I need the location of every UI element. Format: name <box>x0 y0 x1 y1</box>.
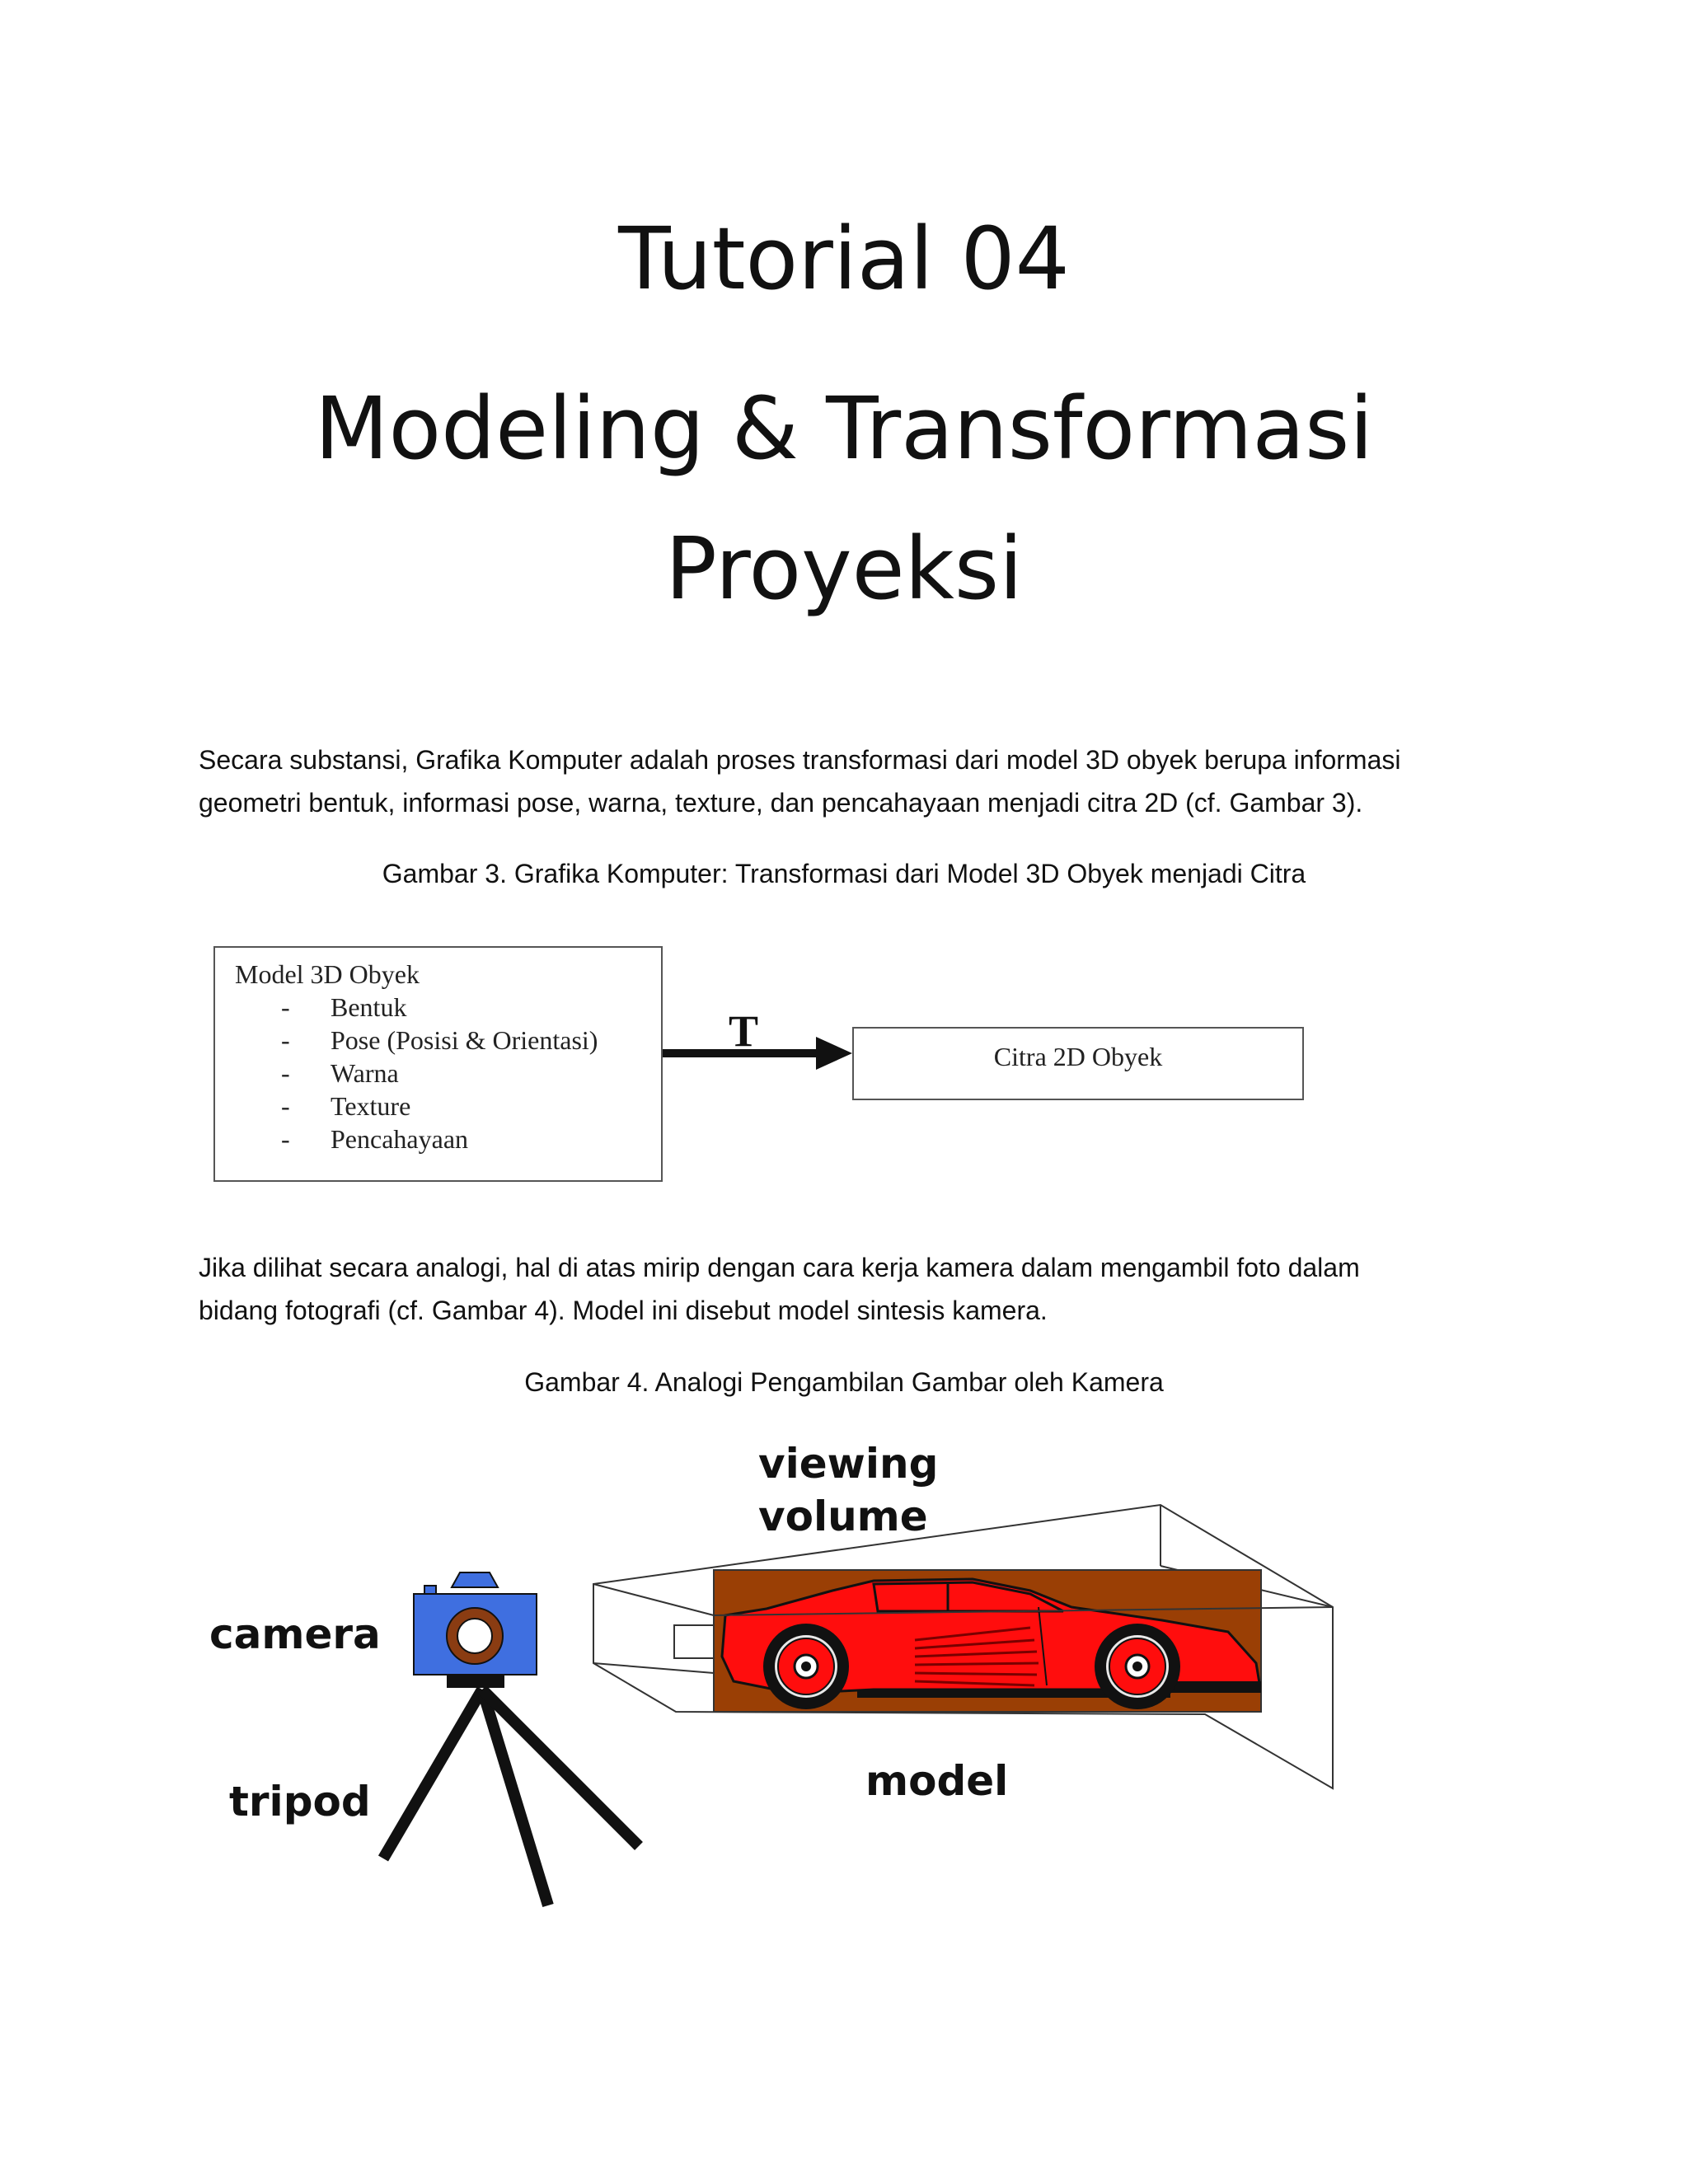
analogy-paragraph-line: bidang fotografi (cf. Gambar 4). Model ini disebut model sintesis kamera. <box>199 1296 1048 1325</box>
model-attribute-item <box>215 1122 598 1155</box>
model-3d-box <box>213 946 663 1182</box>
model-attribute-item <box>215 1057 598 1090</box>
viewing-volume-label <box>758 1437 938 1543</box>
analogy-paragraph <box>199 1246 1501 1332</box>
rear-wheel <box>1095 1624 1180 1709</box>
model-3d-heading: Model 3D Obyek <box>235 959 420 989</box>
model-attribute-label: Bentuk <box>331 992 407 1022</box>
model-attribute-label: Pose (Posisi & Orientasi) <box>331 1025 598 1055</box>
tripod <box>383 1690 639 1905</box>
figure-4-caption: Gambar 4. Analogi Pengambilan Gambar oleh Kamera <box>524 1367 1164 1397</box>
bullet-dash: - <box>281 1091 290 1121</box>
intro-paragraph-line: geometri bentuk, informasi pose, warna, texture, dan pencahayaan menjadi citra 2D (cf. Gambar 3). <box>199 788 1363 818</box>
viewing-volume-label-line: viewing <box>758 1440 939 1488</box>
model-label: model <box>865 1757 1009 1805</box>
intro-paragraph-line: Secara substansi, Grafika Komputer adalah proses transformasi dari model 3D obyek berupa informasi <box>199 745 1401 775</box>
model-attribute-list <box>215 991 598 1155</box>
model-attribute-label: Texture <box>331 1091 411 1121</box>
bullet-dash: - <box>281 992 290 1022</box>
tripod-label: tripod <box>229 1778 371 1825</box>
title-line-1: Tutorial 04 <box>618 209 1070 309</box>
front-wheel <box>763 1624 849 1709</box>
analogy-paragraph-line: Jika dilihat secara analogi, hal di atas mirip dengan cara kerja kamera dalam mengambil foto dalam <box>199 1253 1360 1282</box>
bullet-dash: - <box>281 1124 290 1154</box>
bullet-dash: - <box>281 1025 290 1055</box>
model-attribute-item <box>215 1090 598 1122</box>
bullet-dash: - <box>281 1058 290 1088</box>
camera-icon <box>414 1572 537 1675</box>
citra-2d-box: Citra 2D Obyek <box>852 1027 1304 1100</box>
title-line-3: Proyeksi <box>665 518 1023 619</box>
viewing-volume-label-line: volume <box>758 1493 928 1540</box>
tripod-mount <box>447 1675 504 1688</box>
figure-3-caption: Gambar 3. Grafika Komputer: Transformasi dari Model 3D Obyek menjadi Citra <box>382 859 1306 888</box>
model-attribute-item <box>215 1024 598 1057</box>
intro-paragraph <box>199 738 1501 824</box>
model-attribute-label: Pencahayaan <box>331 1124 469 1154</box>
transform-label: T <box>729 1006 759 1056</box>
model-attribute-label: Warna <box>331 1058 399 1088</box>
camera-label: camera <box>209 1610 381 1658</box>
model-attribute-item <box>215 991 598 1024</box>
title-line-2: Modeling & Transformasi <box>314 378 1374 479</box>
